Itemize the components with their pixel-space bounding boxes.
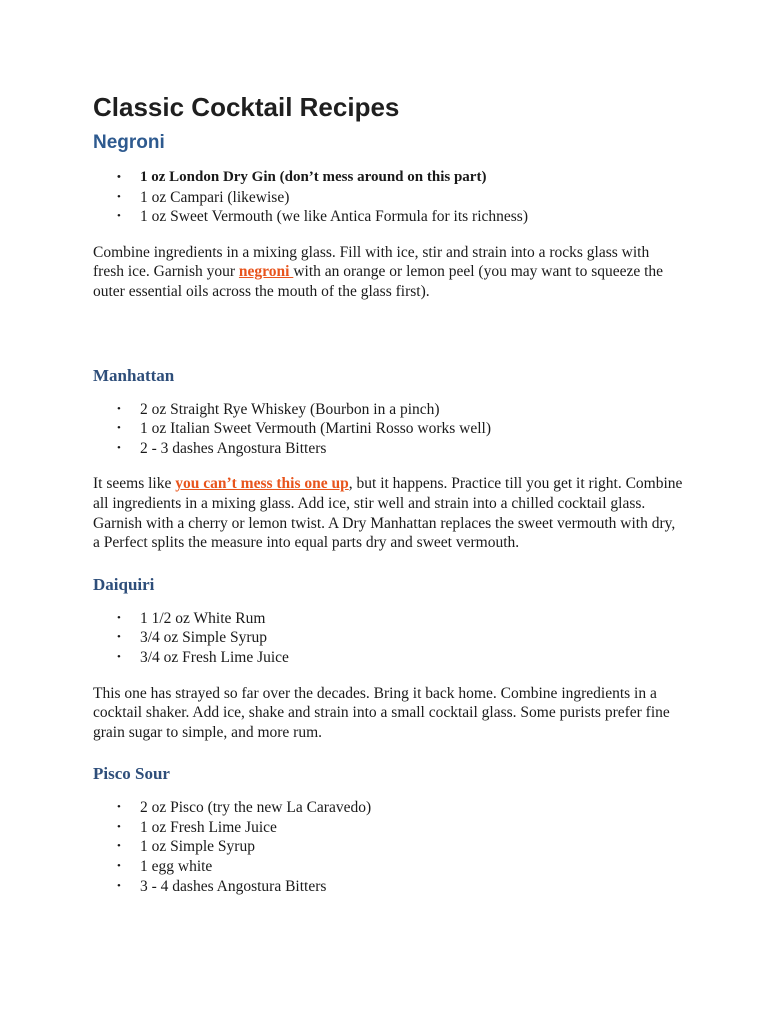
list-item bbox=[93, 400, 693, 420]
list-item bbox=[93, 419, 693, 439]
bullet-icon: • bbox=[117, 422, 121, 435]
ingredient-text: 1 1/2 oz White Rum bbox=[140, 609, 266, 627]
recipe-heading-manhattan: Manhattan bbox=[93, 365, 175, 385]
bullet-icon: • bbox=[117, 650, 121, 663]
bullet-icon: • bbox=[117, 171, 121, 183]
bullet-icon: • bbox=[117, 611, 121, 624]
recipe-heading-daiquiri: Daiquiri bbox=[93, 574, 155, 594]
list-item bbox=[93, 609, 693, 629]
recipe-daiquiri bbox=[93, 573, 693, 743]
recipe-negroni bbox=[93, 130, 693, 302]
directions-paragraph-manhattan bbox=[93, 474, 683, 552]
ingredient-text: 3/4 oz Fresh Lime Juice bbox=[140, 648, 289, 666]
list-item bbox=[93, 628, 693, 648]
list-item bbox=[93, 877, 693, 897]
list-item bbox=[93, 188, 693, 208]
directions-paragraph-daiquiri: This one has strayed so far over the decades. Bring it back home. Combine ingredients in a cocktail shaker. Add ice, shake and strain into a small cocktail glass. Some purists prefer fine grain sugar to simple, and more rum. bbox=[93, 684, 670, 741]
recipe-pisco-sour bbox=[93, 762, 693, 896]
directions-text: Combine ingredients in a mixing glass. Fill with ice, stir and strain into a rocks glass with fresh ice. Garnish your bbox=[93, 243, 650, 281]
bullet-icon: • bbox=[117, 860, 121, 873]
list-item bbox=[93, 798, 693, 818]
bullet-icon: • bbox=[117, 402, 121, 415]
bullet-icon: • bbox=[117, 879, 121, 892]
ingredient-list-negroni bbox=[93, 168, 693, 227]
list-item bbox=[93, 648, 693, 668]
bullet-icon: • bbox=[117, 210, 121, 223]
page-title: Classic Cocktail Recipes bbox=[93, 92, 400, 122]
recipe-manhattan bbox=[93, 364, 693, 553]
ingredient-text: 2 oz Straight Rye Whiskey (Bourbon in a pinch) bbox=[140, 400, 440, 418]
directions-text: It seems like bbox=[93, 475, 176, 493]
ingredient-text: 2 oz Pisco (try the new La Caravedo) bbox=[140, 799, 372, 817]
ingredient-text: 1 oz Simple Syrup bbox=[140, 838, 255, 856]
bullet-icon: • bbox=[117, 820, 121, 833]
list-item bbox=[93, 207, 693, 227]
ingredient-text: 3 - 4 dashes Angostura Bitters bbox=[140, 877, 327, 895]
document-page bbox=[93, 88, 693, 896]
ingredient-text: 1 egg white bbox=[140, 858, 213, 876]
negroni-link[interactable]: negroni bbox=[238, 263, 294, 281]
directions-text: , but it happens. Practice till you get it right. Combine all ingredients in a mixing glass. Add ice, stir well and strain into a chilled cocktail glass. Garnish with a cherry or lemon twist. A Dry Manhattan replaces the sweet vermouth with dry, a Perfect splits the measure into equal parts dry and sweet vermouth. bbox=[93, 475, 683, 552]
bullet-icon: • bbox=[117, 631, 121, 644]
recipe-heading-negroni: Negroni bbox=[93, 132, 165, 153]
list-item bbox=[93, 439, 693, 459]
ingredient-list-pisco-sour bbox=[93, 798, 693, 896]
bullet-icon: • bbox=[117, 801, 121, 814]
list-item bbox=[93, 837, 693, 857]
ingredient-list-daiquiri bbox=[93, 609, 693, 668]
ingredient-text: 1 oz Sweet Vermouth (we like Antica Formula for its richness) bbox=[140, 208, 528, 226]
ingredient-text: 1 oz Fresh Lime Juice bbox=[140, 818, 277, 836]
ingredient-text: 1 oz Italian Sweet Vermouth (Martini Rosso works well) bbox=[140, 420, 491, 438]
recipe-heading-pisco-sour: Pisco Sour bbox=[93, 764, 170, 784]
list-item bbox=[93, 857, 693, 877]
list-item bbox=[93, 168, 693, 188]
ingredient-text: 1 oz London Dry Gin (don’t mess around on this part) bbox=[140, 169, 487, 185]
bullet-icon: • bbox=[117, 441, 121, 454]
bullet-icon: • bbox=[117, 190, 121, 203]
ingredient-list-manhattan bbox=[93, 400, 693, 459]
list-item bbox=[93, 818, 693, 838]
cant-mess-link[interactable]: you can’t mess this one up bbox=[175, 475, 349, 493]
ingredient-text: 2 - 3 dashes Angostura Bitters bbox=[140, 439, 327, 457]
ingredient-text: 3/4 oz Simple Syrup bbox=[140, 629, 268, 647]
directions-paragraph-negroni bbox=[93, 243, 683, 302]
bullet-icon: • bbox=[117, 840, 121, 853]
ingredient-text: 1 oz Campari (likewise) bbox=[140, 188, 290, 206]
directions-text: with an orange or lemon peel (you may want to squeeze the outer essential oils across the mouth of the glass first). bbox=[93, 263, 664, 300]
